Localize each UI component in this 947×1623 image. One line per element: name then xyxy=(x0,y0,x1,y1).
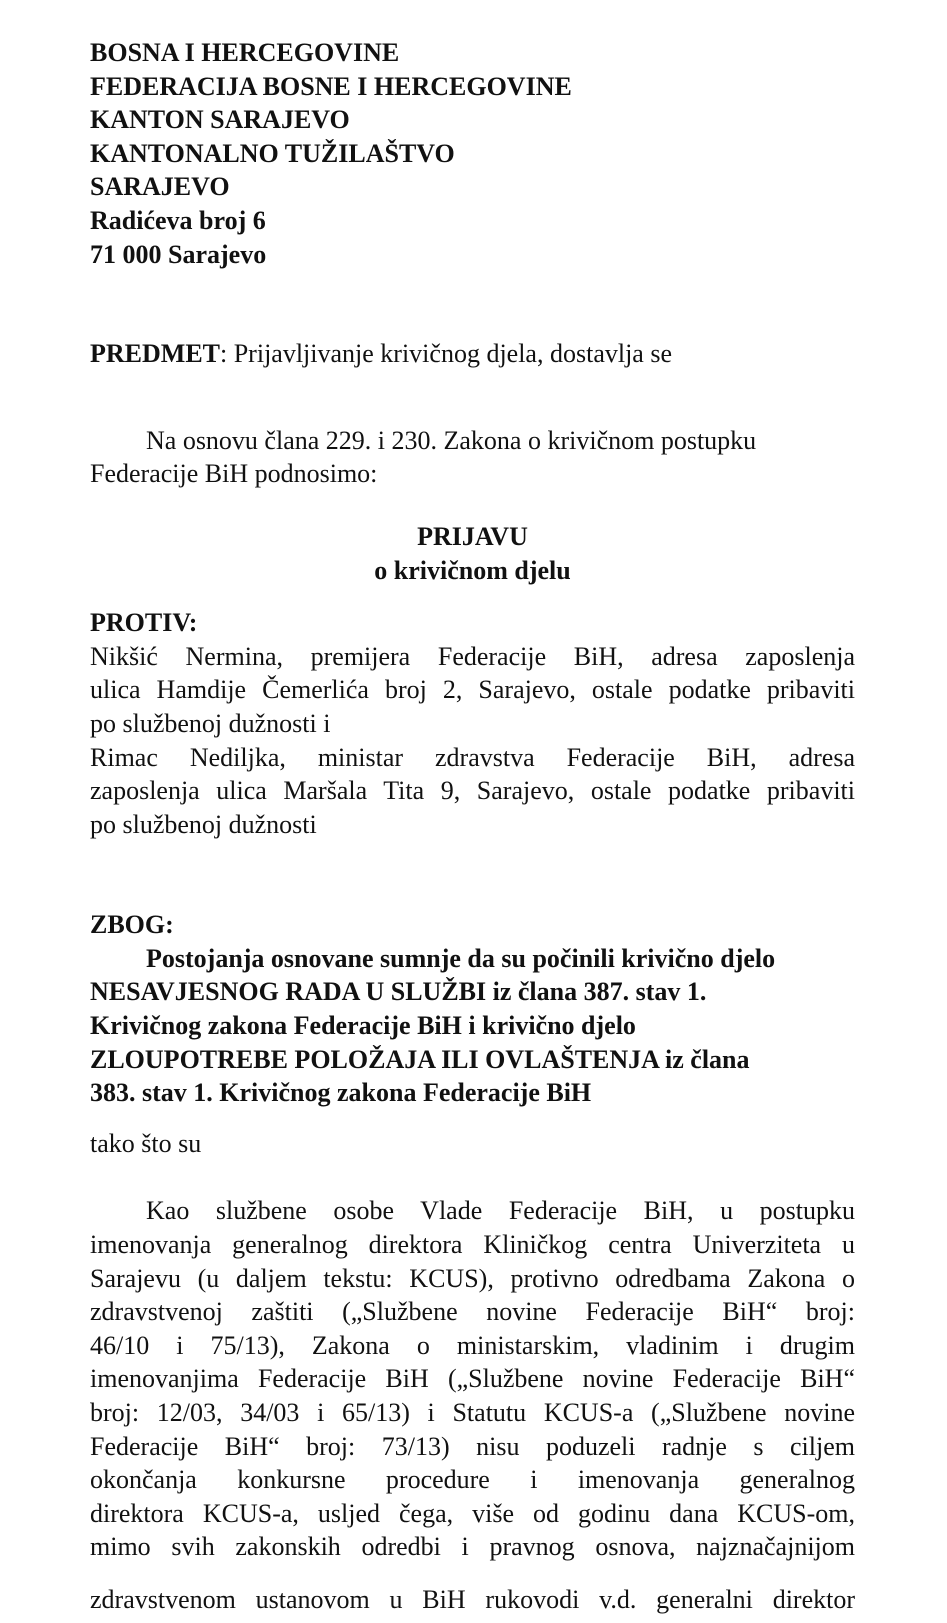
address-block xyxy=(90,36,855,271)
title-line: o krivičnom djelu xyxy=(374,555,571,585)
body-line: zdravstvenoj zaštiti („Službene novine Federacije BiH“ broj: xyxy=(90,1297,855,1327)
subject-text: : Prijavljivanje krivičnog djela, dostavlja se xyxy=(220,339,673,369)
body-line: broj: 12/03, 34/03 i 65/13) i Statutu KCUS-a („Službene novine xyxy=(90,1398,855,1427)
intro-line: Federacije BiH podnosimo: xyxy=(90,459,378,489)
title-line: PRIJAVU xyxy=(417,521,528,551)
body-line: mimo svih zakonskih odredbi i pravnog osnova, najznačajnijom xyxy=(90,1532,855,1562)
body-line: Sarajevu (u daljem tekstu: KCUS), protivno odredbama Zakona o xyxy=(90,1263,855,1293)
body-line: zdravstvenom ustanovom u BiH rukovodi v.d. generalni direktor xyxy=(90,1585,855,1614)
against-line: Nikšić Nermina, premijera Federacije BiH, adresa zaposlenja xyxy=(90,641,855,671)
intro-line: Na osnovu člana 229. i 230. Zakona o krivičnom postupku xyxy=(146,425,757,455)
against-heading: PROTIV: xyxy=(90,608,198,638)
address-line: BOSNA I HERCEGOVINE xyxy=(90,38,400,67)
address-line: KANTONALNO TUŽILAŠTVO xyxy=(90,138,455,168)
reason-section xyxy=(90,942,855,1110)
subject-label: PREDMET xyxy=(90,339,220,369)
against-line: ulica Hamdije Čemerlića broj 2, Sarajevo, ostale podatke pribaviti xyxy=(90,675,855,705)
subject-line xyxy=(90,337,855,371)
reason-line: Krivičnog zakona Federacije BiH i krivično djelo xyxy=(90,1011,636,1041)
against-line: Rimac Nediljka, ministar zdravstva Federacije BiH, adresa xyxy=(90,742,855,772)
reason-heading: ZBOG: xyxy=(90,910,174,940)
body-line: imenovanjima Federacije BiH („Službene novine Federacije BiH“ xyxy=(90,1364,855,1394)
body-paragraph xyxy=(90,1194,855,1564)
reason-line: ZLOUPOTREBE POLOŽAJA ILI OVLAŠTENJA iz člana xyxy=(90,1044,750,1074)
intro-paragraph xyxy=(90,424,855,491)
transition-text: tako što su xyxy=(90,1128,202,1158)
against-section xyxy=(90,640,855,842)
address-line: 71 000 Sarajevo xyxy=(90,239,267,269)
body-line: direktora KCUS-a, usljed čega, više od godinu dana KCUS-om, xyxy=(90,1498,855,1528)
reason-line: 383. stav 1. Krivičnog zakona Federacije BiH xyxy=(90,1078,592,1108)
address-line: FEDERACIJA BOSNE I HERCEGOVINE xyxy=(90,71,572,101)
body-line: 46/10 i 75/13), Zakona o ministarskim, vladinim i drugim xyxy=(90,1330,855,1360)
address-line: KANTON SARAJEVO xyxy=(90,105,350,135)
cut-off-line xyxy=(90,1585,855,1615)
document-page xyxy=(90,36,855,1564)
body-line: Kao službene osobe Vlade Federacije BiH, u postupku xyxy=(146,1196,855,1226)
document-title xyxy=(90,520,855,587)
against-line: po službenoj dužnosti xyxy=(90,809,317,839)
body-line: Federacije BiH“ broj: 73/13) nisu poduzeli radnje s ciljem xyxy=(90,1431,855,1461)
body-line: imenovanja generalnog direktora Kliničkog centra Univerziteta u xyxy=(90,1230,855,1260)
address-line: Radićeva broj 6 xyxy=(90,205,266,235)
reason-line: Postojanja osnovane sumnje da su počinili krivično djelo xyxy=(146,943,776,973)
reason-line: NESAVJESNOG RADA U SLUŽBI iz člana 387. stav 1. xyxy=(90,977,707,1007)
against-line: po službenoj dužnosti i xyxy=(90,708,331,738)
address-line: SARAJEVO xyxy=(90,172,230,202)
against-line: zaposlenja ulica Maršala Tita 9, Sarajevo, ostale podatke pribaviti xyxy=(90,776,855,806)
body-line: okončanja konkursne procedure i imenovanja generalnog xyxy=(90,1465,855,1495)
